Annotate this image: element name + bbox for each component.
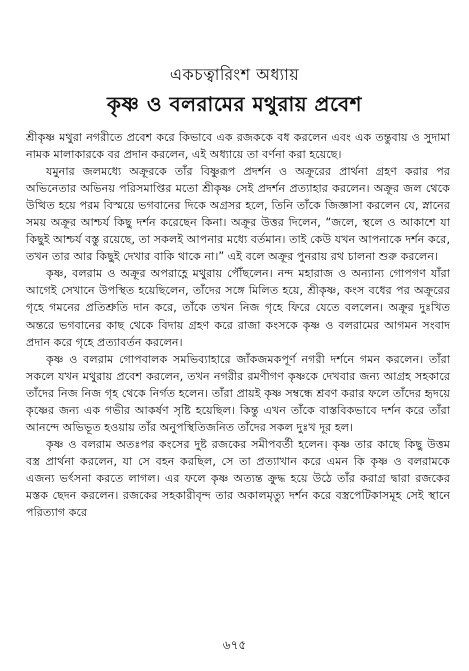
summary-paragraph: শ্রীকৃষ্ণ মথুরা নগরীতে প্রবেশ করে কিভাবে এক রজককে বধ করলেন এবং এক তন্তুবায় ও সুদামা নামক মালাকারকে বর প্রদান করলেন, এই অধ্যায়ে তা বর্ণনা করা হয়েছে।	[26, 131, 450, 162]
chapter-title: কৃষ্ণ ও বলরামের মথুরায় প্রবেশ	[107, 92, 362, 116]
body-paragraph: কৃষ্ণ, বলরাম ও অক্রূর অপরাহ্ণে মথুরায় পৌঁছলেন। নন্দ মহারাজ ও অন্যান্য গোপগণ যাঁরা আগেই সেখানে উপস্থিত হয়েছিলেন, তাঁদের সঙ্গে মিলিত হয়ে, শ্রীকৃষ্ণ, কংস বধের পর অক্রূরের গৃহে গমনের প্রতিশ্রুতি দান করে, তাঁকে তখন নিজ গৃহে ফিরে যেতে বললেন। অক্রূর দুঃখিত অন্তরে ভগবানের কাছ থেকে বিদায় গ্রহণ করে রাজা কংসকে কৃষ্ণ ও বলরামের আগমন সংবাদ প্রদান করে গৃহে প্রত্যাবর্তন করলেন।	[26, 267, 450, 349]
body-paragraph: কৃষ্ণ ও বলরাম গোপবালক সমভিব্যাহারে জাঁকজমকপূর্ণ নগরী দর্শনে গমন করলেন। তাঁরা সকলে যখন মথুরায় প্রবেশ করলেন, তখন নগরীর রমণীগণ কৃষ্ণকে দেখবার জন্য আগ্রহ সহকারে তাঁদের নিজ নিজ গৃহ থেকে নির্গত হলেন। তাঁরা প্রায়ই কৃষ্ণ সম্বন্ধে শ্রবণ করার ফলে তাঁদের হৃদয়ে কৃষ্ণের জন্য এক গভীর আকর্ষণ সৃষ্টি হয়েছিল। কিন্তু এখন তাঁকে বাস্তবিকভাবে দর্শন করে তাঁরা আনন্দে অভিভূত হওয়ায় তাঁর অনুপস্থিতিজনিত তাঁদের সকল দুঃখ দূর হল।	[26, 352, 450, 434]
chapter-label: একচত্বারিংশ অধ্যায়	[169, 65, 300, 84]
body-paragraph: কৃষ্ণ ও বলরাম অতঃপর কংসের দুষ্ট রজকের সমীপবর্তী হলেন। কৃষ্ণ তার কাছে কিছু উত্তম বস্ত্র প্রার্থনা করলেন, যা সে বহন করছিল, সে তা প্রত্যাখান করে এমন কি কৃষ্ণ ও বলরামকে এজন্য ভর্ৎসনা করতে লাগল। এর ফলে কৃষ্ণ অত্যন্ত ক্রুদ্ধ হয়ে উঠে তাঁর করাগ্র দ্বারা রজকের মস্তক ছেদন করলেন। রজকের সহকারীবৃন্দ তার অকালমৃত্যু দর্শন করে বস্ত্রপেটিকাসমূহ সেই স্থানে পরিত্যাগ করে	[26, 437, 450, 520]
chapter-body	[26, 129, 450, 521]
page-number: ৬৭৫	[222, 638, 247, 652]
body-paragraph: যমুনার জলমধ্যে অক্রূরকে তাঁর বিষ্ণুরূপ প্রদর্শন ও অক্রূরের প্রার্থনা গ্রহণ করার পর অভিনেতার অভিনয় পরিসমাপ্তির মতো শ্রীকৃষ্ণ সেই প্রদর্শন প্রত্যাহার করলেন। অক্রূর জল থেকে উত্থিত হয়ে পরম বিস্ময়ে ভগবানের দিকে অগ্রসর হলে, তিনি তাঁকে জিজ্ঞাসা করলেন যে, স্নানের সময় অক্রূর আশ্চর্য কিছু দর্শন করেছেন কিনা। অক্রূর উত্তর দিলেন, “জলে, স্থলে ও আকাশে যা কিছুই আশ্চর্য বস্তু রয়েছে, তা সকলই আপনার মধ্যে বর্তমান। তাই কেউ যখন আপনাকে দর্শন করে, তখন তার আর কিছুই দেখার বাকি থাকে না।” এই বলে অক্রূর পুনরায় রথ চালনা শুরু করলেন।	[26, 165, 450, 264]
